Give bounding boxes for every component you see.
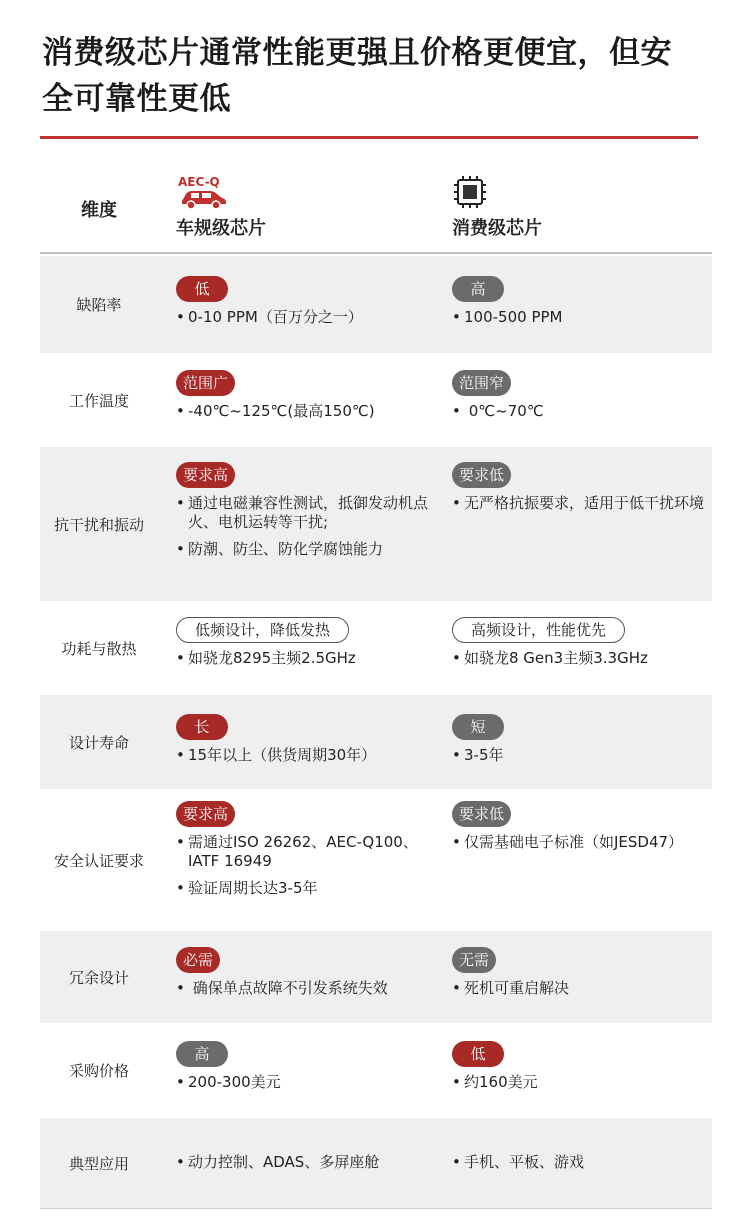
consumer-cell [452,1147,710,1180]
status-badge: 要求低 [452,462,511,488]
consumer-cell [452,462,710,521]
consumer-cell [452,801,710,860]
row-design-life [40,695,712,789]
consumer-chip-column-header [452,174,542,240]
status-badge: 范围窄 [452,370,511,396]
status-badge: 无需 [452,947,496,973]
auto-cell [176,1041,438,1100]
row-interference-vibration [40,447,712,601]
processor-chip-icon [452,174,488,210]
bullet-item: • 如骁龙8295主频2.5GHz [176,649,438,668]
consumer-cell [452,947,710,1006]
bullet-item: • 确保单点故障不引发系统失效 [176,979,438,998]
auto-chip-label: 车规级芯片 [176,218,266,239]
auto-cell [176,947,438,1006]
row-label: 功耗与散热 [61,639,137,658]
auto-chip-column-header [176,174,266,240]
table-header [40,160,712,252]
consumer-cell [452,370,710,429]
row-defect-rate [40,256,712,353]
row-typical-applications [40,1118,712,1208]
page-title: 消费级芯片通常性能更强且价格更便宜，但安全可靠性更低 [42,35,672,117]
bullet-item: • -40℃~125℃(最高150℃) [176,402,438,421]
row-label: 设计寿命 [68,733,129,752]
row-label: 冗余设计 [68,968,129,987]
bullet-item: • 通过电磁兼容性测试，抵御发动机点火、电机运转等干扰; [176,494,438,532]
bullet-item: • 约160美元 [452,1073,710,1092]
row-power-heat [40,601,712,695]
row-label: 缺陷率 [76,296,122,314]
bullet-item: • 无严格抗振要求，适用于低干扰环境 [452,494,710,513]
status-badge: 必需 [176,947,220,973]
auto-cell [176,801,438,906]
aec-q-car-icon [176,174,236,210]
auto-cell [176,1147,438,1180]
header-divider [40,252,712,254]
auto-cell [176,617,438,676]
auto-cell [176,714,438,773]
consumer-cell [452,276,710,335]
row-operating-temperature [40,353,712,447]
status-badge: 高 [176,1041,228,1067]
row-redundancy-design [40,931,712,1023]
status-badge: 高 [452,276,504,302]
bullet-item: • 0-10 PPM（百万分之一） [176,308,438,327]
status-badge: 长 [176,714,228,740]
bullet-item: • 防潮、防尘、防化学腐蚀能力 [176,540,438,559]
status-badge: 短 [452,714,504,740]
bullet-item: • 仅需基础电子标准（如JESD47） [452,833,710,852]
row-label: 采购价格 [68,1062,129,1080]
consumer-chip-label: 消费级芯片 [452,218,542,239]
auto-cell [176,370,438,429]
status-badge: 要求低 [452,801,511,827]
bullet-item: • 手机、平板、游戏 [452,1153,710,1172]
row-safety-certification [40,789,712,931]
status-badge: 低 [452,1041,504,1067]
status-badge: 范围广 [176,370,235,396]
bullet-item: • 验证周期长达3-5年 [176,879,438,898]
bullet-item: • 需通过ISO 26262、AEC-Q100、IATF 16949 [176,833,438,871]
status-badge: 要求高 [176,801,235,827]
bullet-item: • 动力控制、ADAS、多屏座舱 [176,1153,438,1172]
design-badge: 低频设计，降低发热 [176,617,349,643]
row-label: 安全认证要求 [53,851,144,870]
row-purchase-price [40,1023,712,1118]
bullet-item: • 200-300美元 [176,1073,438,1092]
row-label: 工作温度 [68,391,129,410]
aec-logo-text: AEC-Q [178,175,220,189]
consumer-cell [452,617,710,676]
row-label: 抗干扰和振动 [53,515,144,534]
consumer-cell [452,714,710,773]
auto-cell [176,276,438,335]
table-bottom-divider [40,1208,712,1209]
dimension-header: 维度 [81,200,117,221]
auto-cell [176,462,438,567]
bullet-item: • 3-5年 [452,746,710,765]
status-badge: 要求高 [176,462,235,488]
design-badge: 高频设计，性能优先 [452,617,625,643]
row-label: 典型应用 [68,1154,129,1173]
title-divider [40,136,698,139]
bullet-item: • 如骁龙8 Gen3主频3.3GHz [452,649,710,668]
bullet-item: • 死机可重启解决 [452,979,710,998]
consumer-cell [452,1041,710,1100]
status-badge: 低 [176,276,228,302]
bullet-item: • 15年以上（供货周期30年） [176,746,438,765]
bullet-item: • 100-500 PPM [452,308,710,327]
bullet-item: • 0℃~70℃ [452,402,710,421]
